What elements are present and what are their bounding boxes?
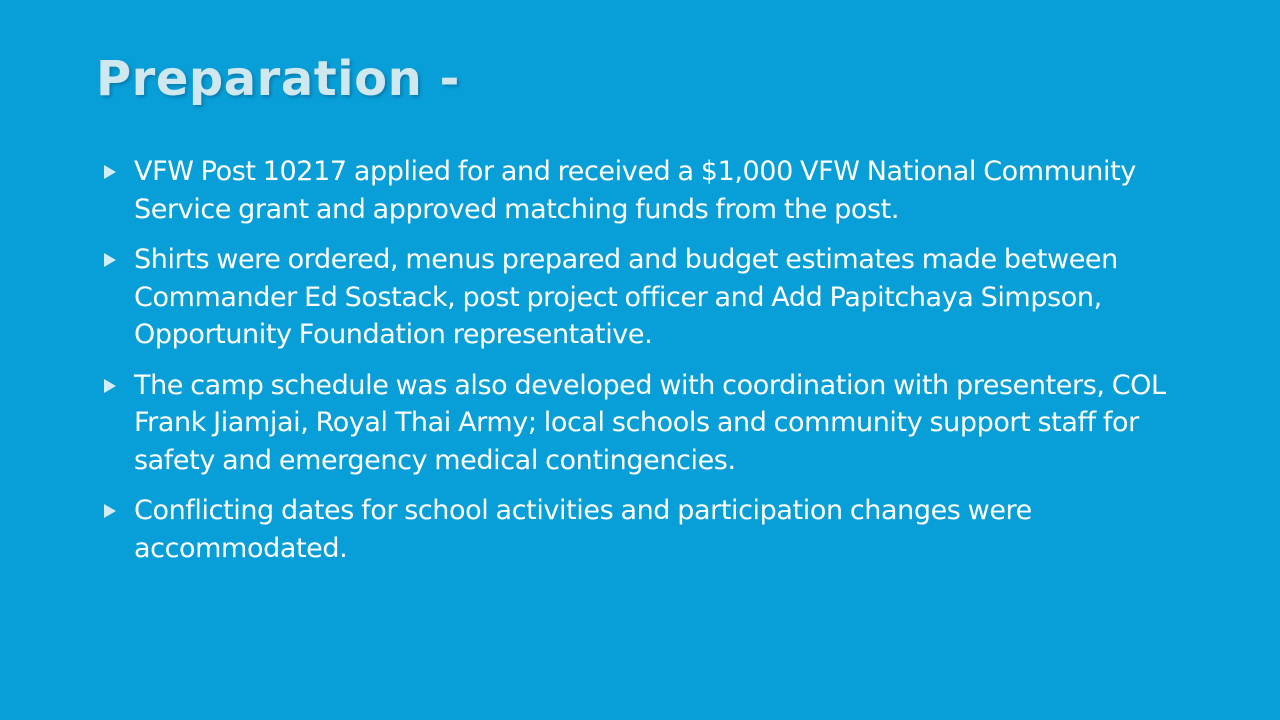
triangle-bullet-icon [104, 504, 116, 518]
bullet-text: VFW Post 10217 applied for and received a $1,000 VFW National Community Service grant and approved matching funds from the post. [134, 156, 1136, 225]
triangle-bullet-icon [104, 165, 116, 179]
bullet-item-3 [100, 367, 1195, 480]
bullet-list [100, 153, 1195, 580]
bullet-text: The camp schedule was also developed with coordination with presenters, COL Frank Jiamjai, Royal Thai Army; local schools and community support staff for safety and emergency medical contingencies. [134, 369, 1166, 476]
triangle-bullet-icon [104, 379, 116, 393]
slide-title: Preparation - [96, 51, 460, 107]
bullet-item-2 [100, 241, 1195, 354]
triangle-bullet-icon [104, 253, 116, 267]
bullet-item-4 [100, 492, 1195, 567]
bullet-text: Shirts were ordered, menus prepared and budget estimates made between Commander Ed Sostack, post project officer and Add Papitchaya Simpson, Opportunity Foundation representative. [134, 244, 1118, 350]
bullet-item-1 [100, 153, 1195, 228]
bullet-text: Conflicting dates for school activities and participation changes were accommodated. [134, 495, 1032, 564]
